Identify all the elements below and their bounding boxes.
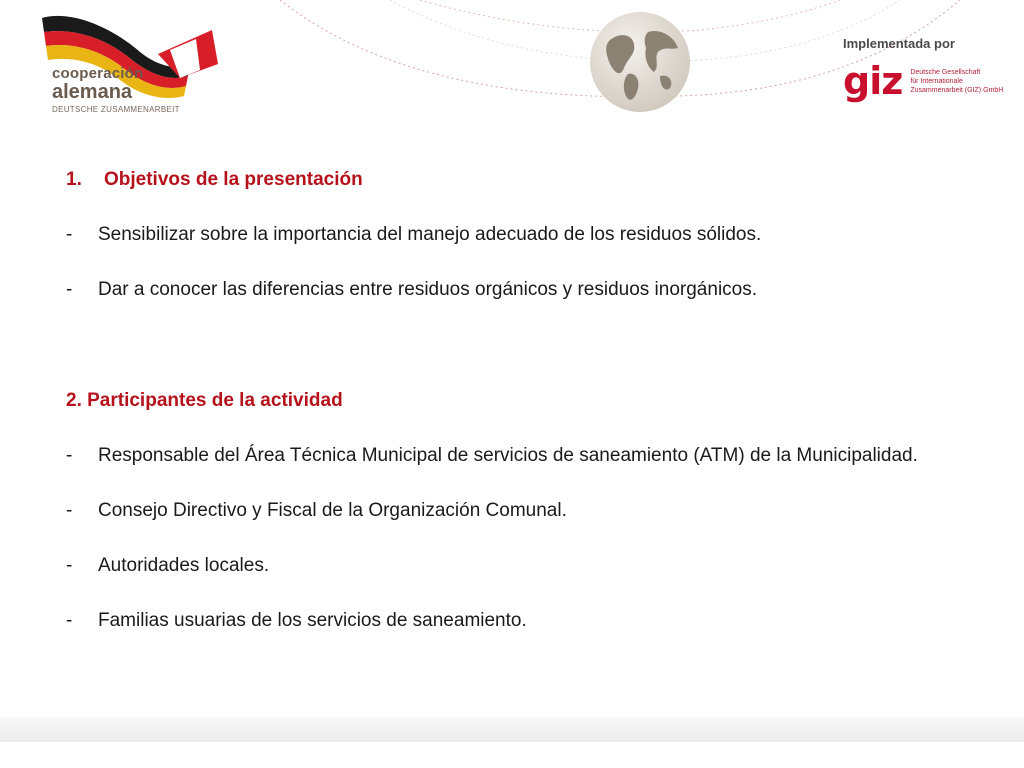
- footer-band: [0, 718, 1024, 742]
- giz-fullname: [910, 68, 1003, 95]
- giz-text-1: Deutsche Gesellschaft: [910, 69, 981, 76]
- bullet-dash: -: [66, 224, 73, 245]
- coop-line2: alemana: [52, 81, 133, 103]
- list-item-text: Autoridades locales.: [98, 555, 270, 576]
- slide-content: [66, 166, 954, 635]
- bullet-dash: -: [66, 445, 73, 466]
- list-item-text: Dar a conocer las diferencias entre residuos orgánicos y residuos inorgánicos.: [98, 279, 758, 300]
- bullet-dash: -: [66, 610, 73, 631]
- section1-heading: [66, 166, 954, 194]
- globe-icon: [588, 10, 692, 114]
- bullet-dash: -: [66, 500, 73, 521]
- giz-mark: giz: [843, 59, 903, 103]
- list-item: [66, 221, 954, 249]
- implemented-by-label: Implementada por: [843, 36, 955, 51]
- list-item: [66, 497, 954, 525]
- section1-title: Objetivos de la presentación: [104, 169, 363, 190]
- cooperacion-alemana-wordmark: [52, 66, 180, 114]
- coop-line1: cooperación: [52, 65, 144, 82]
- list-item-text: Sensibilizar sobre la importancia del manejo adecuado de los residuos sólidos.: [98, 224, 762, 245]
- bullet-dash: -: [66, 279, 73, 300]
- coop-line3: DEUTSCHE ZUSAMMENARBEIT: [52, 105, 180, 114]
- giz-text-2: für Internationale: [910, 78, 963, 85]
- list-item: [66, 442, 954, 470]
- section2-heading: 2. Participantes de la actividad: [66, 390, 343, 411]
- list-item-text: Familias usuarias de los servicios de saneamiento.: [98, 610, 527, 631]
- list-item-text: Consejo Directivo y Fiscal de la Organización Comunal.: [98, 500, 567, 521]
- list-item-text: Responsable del Área Técnica Municipal de servicios de saneamiento (ATM) de la Municipalidad.: [98, 445, 918, 466]
- giz-text-3: Zusammenarbeit (GIZ) GmbH: [910, 87, 1004, 94]
- section1-number: 1.: [66, 169, 82, 190]
- list-item: [66, 276, 954, 304]
- list-item: [66, 552, 954, 580]
- bullet-dash: -: [66, 555, 73, 576]
- giz-logo: [843, 59, 1004, 103]
- list-item: [66, 607, 954, 635]
